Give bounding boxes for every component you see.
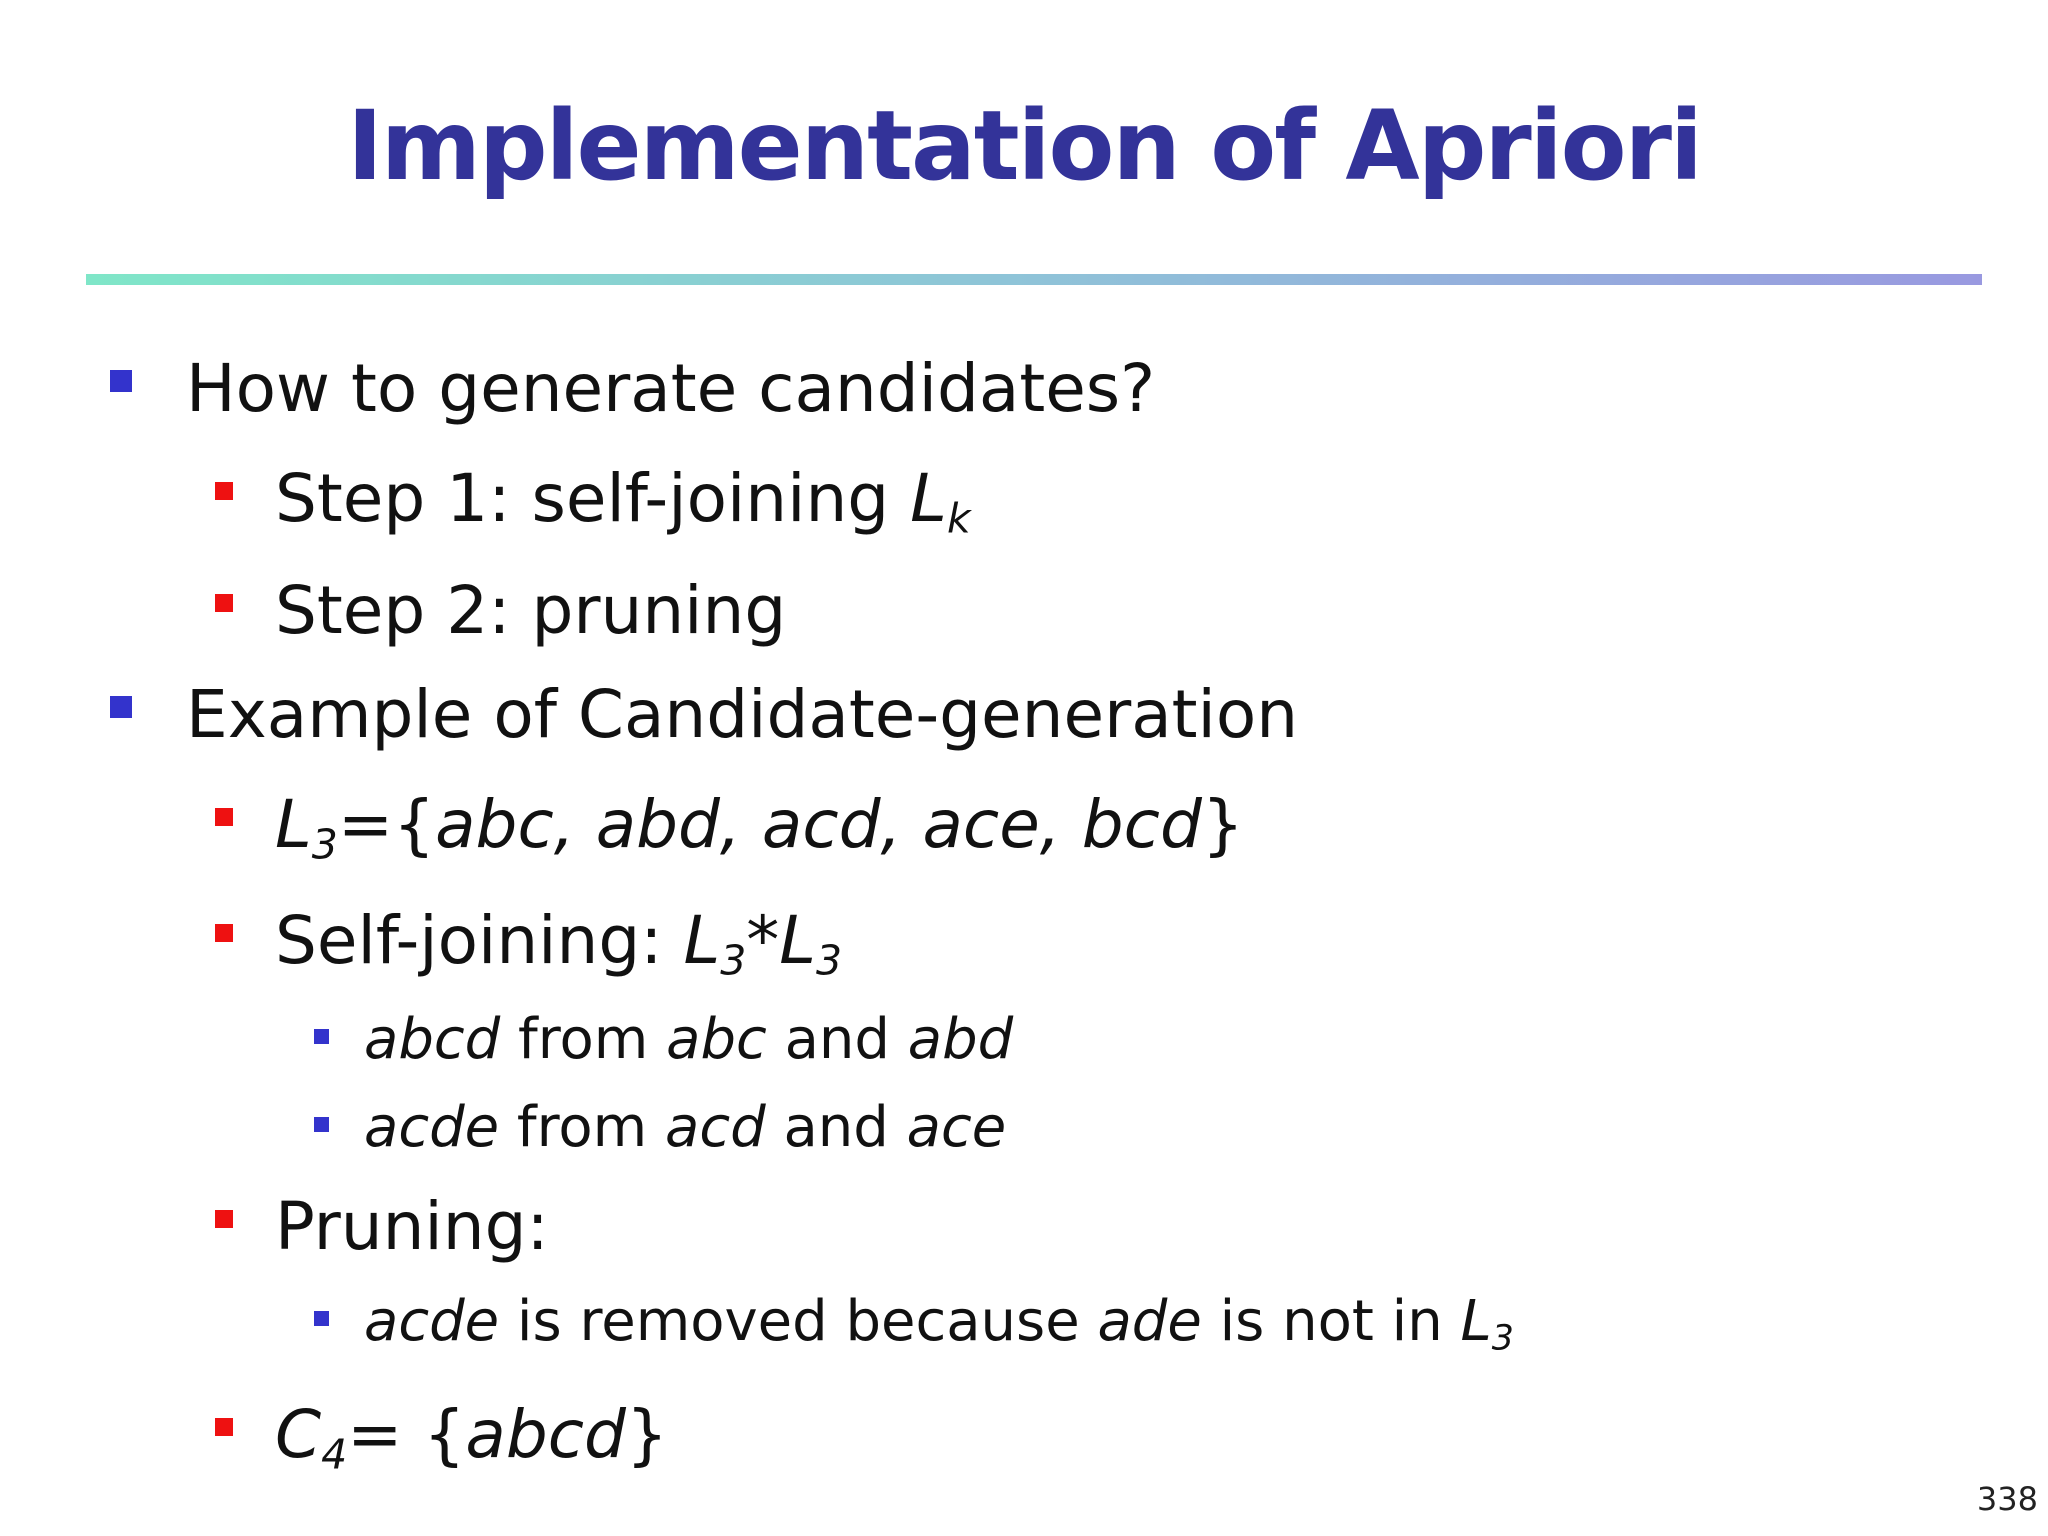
itemset: ade bbox=[1097, 1289, 1202, 1354]
math-l: L bbox=[275, 786, 312, 863]
bullet-text: Self-joining: bbox=[275, 902, 684, 979]
bullet-c4 bbox=[275, 1396, 668, 1479]
bullet-step-2 bbox=[275, 572, 787, 649]
bullet-acde bbox=[364, 1095, 1007, 1160]
bullet-square-icon bbox=[314, 1117, 329, 1132]
bullet-text: Example of Candidate-generation bbox=[186, 676, 1299, 753]
bullet-square-icon bbox=[110, 370, 132, 392]
math-eq: = { bbox=[347, 1396, 466, 1473]
itemset: acde bbox=[364, 1095, 500, 1160]
bullet-how-to-generate bbox=[186, 350, 1156, 427]
subscript: k bbox=[946, 494, 971, 543]
itemset: ace bbox=[906, 1095, 1007, 1160]
math-l: L bbox=[779, 902, 817, 979]
itemset: acde bbox=[364, 1289, 500, 1354]
math-star: * bbox=[746, 902, 780, 979]
subscript: 3 bbox=[311, 820, 338, 869]
subscript: 3 bbox=[816, 936, 843, 985]
bullet-example bbox=[186, 676, 1299, 753]
bullet-square-icon bbox=[215, 482, 233, 500]
itemset: abcd bbox=[465, 1396, 626, 1473]
slide-title: Implementation of Apriori bbox=[347, 90, 1701, 202]
bullet-square-icon bbox=[110, 696, 132, 718]
bullet-abcd bbox=[364, 1007, 1014, 1072]
bullet-text: is removed because bbox=[499, 1289, 1098, 1354]
math-brace: } bbox=[625, 1396, 668, 1473]
itemset: abd bbox=[907, 1007, 1014, 1072]
itemset-list: abc, abd, acd, ace, bcd bbox=[435, 786, 1202, 863]
bullet-square-icon bbox=[215, 924, 233, 942]
bullet-square-icon bbox=[215, 808, 233, 826]
bullet-step-1 bbox=[275, 460, 971, 543]
math-eq: ={ bbox=[337, 786, 436, 863]
bullet-acde-removed bbox=[364, 1289, 1514, 1359]
bullet-square-icon bbox=[215, 594, 233, 612]
bullet-text: and bbox=[765, 1095, 907, 1160]
bullet-square-icon bbox=[215, 1418, 233, 1436]
bullet-pruning bbox=[275, 1188, 549, 1265]
math-l: L bbox=[1460, 1289, 1492, 1354]
itemset: abc bbox=[666, 1007, 767, 1072]
bullet-text: Step 1: self-joining bbox=[275, 460, 911, 537]
bullet-text: How to generate candidates? bbox=[186, 350, 1156, 427]
bullet-square-icon bbox=[215, 1210, 233, 1228]
math-l: L bbox=[683, 902, 721, 979]
subscript: 3 bbox=[720, 936, 747, 985]
bullet-text: from bbox=[500, 1007, 667, 1072]
itemset: abcd bbox=[364, 1007, 501, 1072]
bullet-text: and bbox=[766, 1007, 908, 1072]
math-brace: } bbox=[1201, 786, 1244, 863]
math-l: L bbox=[910, 460, 947, 537]
bullet-text: Step 2: pruning bbox=[275, 572, 787, 649]
bullet-text: from bbox=[499, 1095, 666, 1160]
page-number: 338 bbox=[1976, 1480, 2038, 1518]
bullet-square-icon bbox=[314, 1311, 329, 1326]
bullet-square-icon bbox=[314, 1029, 329, 1044]
subscript: 3 bbox=[1491, 1318, 1514, 1359]
bullet-l3-set bbox=[275, 786, 1244, 869]
math-c: C bbox=[275, 1396, 322, 1473]
bullet-text: is not in bbox=[1201, 1289, 1461, 1354]
subscript: 4 bbox=[321, 1430, 348, 1479]
bullet-text: Pruning: bbox=[275, 1188, 549, 1265]
itemset: acd bbox=[665, 1095, 766, 1160]
bullet-self-joining bbox=[275, 902, 843, 985]
